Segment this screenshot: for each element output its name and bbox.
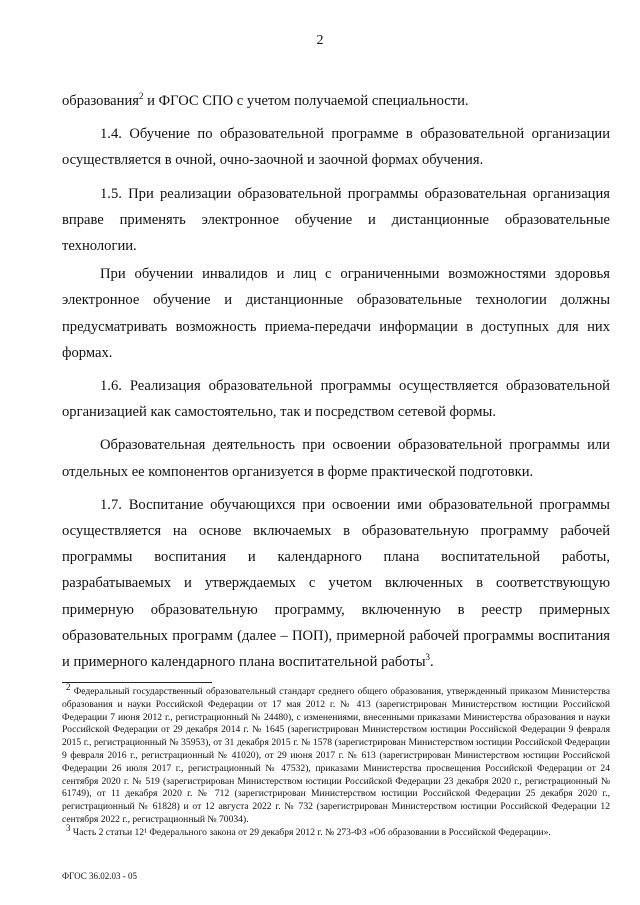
main-text [62, 88, 610, 682]
footnote: $^3$ Часть 2 статьи 12¹ Федерального закона от 29 декабря 2012 г. № 273-ФЗ «Об образовании в Российской Федерации». [66, 822, 551, 838]
document-code: ФГОС 36.02.03 - 05 [62, 871, 137, 881]
paragraph-1-7: 1.7. Воспитание обучающихся при освоении ими образовательной программы осуществляется на основе включаемых в образовательную программу рабочей программы воспитания и календарного плана воспитательной работы, разрабатываемых и утверждаемых с учетом включенных в соответствующую примерную образовательную программу, включенную в реестр примерных образовательных программ (далее – ПОП), примерной рабочей программы воспитания и примерного календарного плана воспитательной работы$^3$. [62, 496, 610, 671]
footnotes [62, 681, 610, 840]
paragraph: При обучении инвалидов и лиц с ограниченными возможностями здоровья электронное обучение и дистанционные образовательные технологии должны предусматривать возможность приема-передачи информации в доступных для них формах. [62, 266, 610, 361]
page-number: 2 [316, 33, 324, 48]
footnote: $^2$ Федеральный государственный образовательный стандарт среднего общего образования, утвержденный приказом Министерства образования и науки Российской Федерации от 17 мая 2012 г. № 413 (зарегистрирован Министерством юстиции Российской Федерации 7 июня 2012 г., регистрационный № 24480), с изменениями, внесенными приказами Министерства образования и науки Российской Федерации от 29 декабря 2014 г. № 1645 (зарегистрирован Министерством юстиции Российской Федерации 9 февраля 2015 г., регистрационный № 35953), от 31 декабря 2015 г. № 1578 (зарегистрирован Министерством юстиции Российской Федерации 9 февраля 2016 г., регистрационный № 41020), от 29 июня 2017 г. № 613 (зарегистрирован Министерством юстиции Российской Федерации 26 июля 2017 г., регистрационный № 47532), приказами Министерства просвещения Российской Федерации от 24 сентября 2020 г. № 519 (зарегистрирован Министерством юстиции Российской Федерации 23 декабря 2020 г., регистрационный № 61749), от 11 декабря 2020 г. № 712 (зарегистрирован Министерством юстиции Российской Федерации 25 декабря 2020 г., регистрационный № 61828) и от 12 августа 2022 г. № 732 (зарегистрирован Министерством юстиции Российской Федерации 12 сентября 2022 г., регистрационный № 70034). [62, 681, 610, 825]
footnote-ref: 3 [425, 652, 431, 663]
footnote-mark: 2 [66, 681, 71, 692]
footnote-separator [62, 682, 212, 683]
footnote-mark: 3 [66, 822, 71, 833]
paragraph-1-5: 1.5. При реализации образовательной программы образовательная организация вправе применять электронное обучение и дистанционные образовательные технологии. [62, 185, 610, 255]
paragraph: образования$^2$ и ФГОС СПО с учетом получаемой специальности. [62, 91, 469, 109]
paragraph: Образовательная деятельность при освоении образовательной программы или отдельных ее компонентов организуется в форме практической подготовки. [62, 437, 610, 480]
paragraph-1-4: 1.4. Обучение по образовательной программе в образовательной организации осуществляется в очной, очно-заочной и заочной формах обучения. [62, 126, 610, 169]
footnote-ref: 2 [138, 91, 144, 102]
paragraph-1-6: 1.6. Реализация образовательной программы осуществляется образовательной организацией как самостоятельно, так и посредством сетевой формы. [62, 378, 610, 421]
